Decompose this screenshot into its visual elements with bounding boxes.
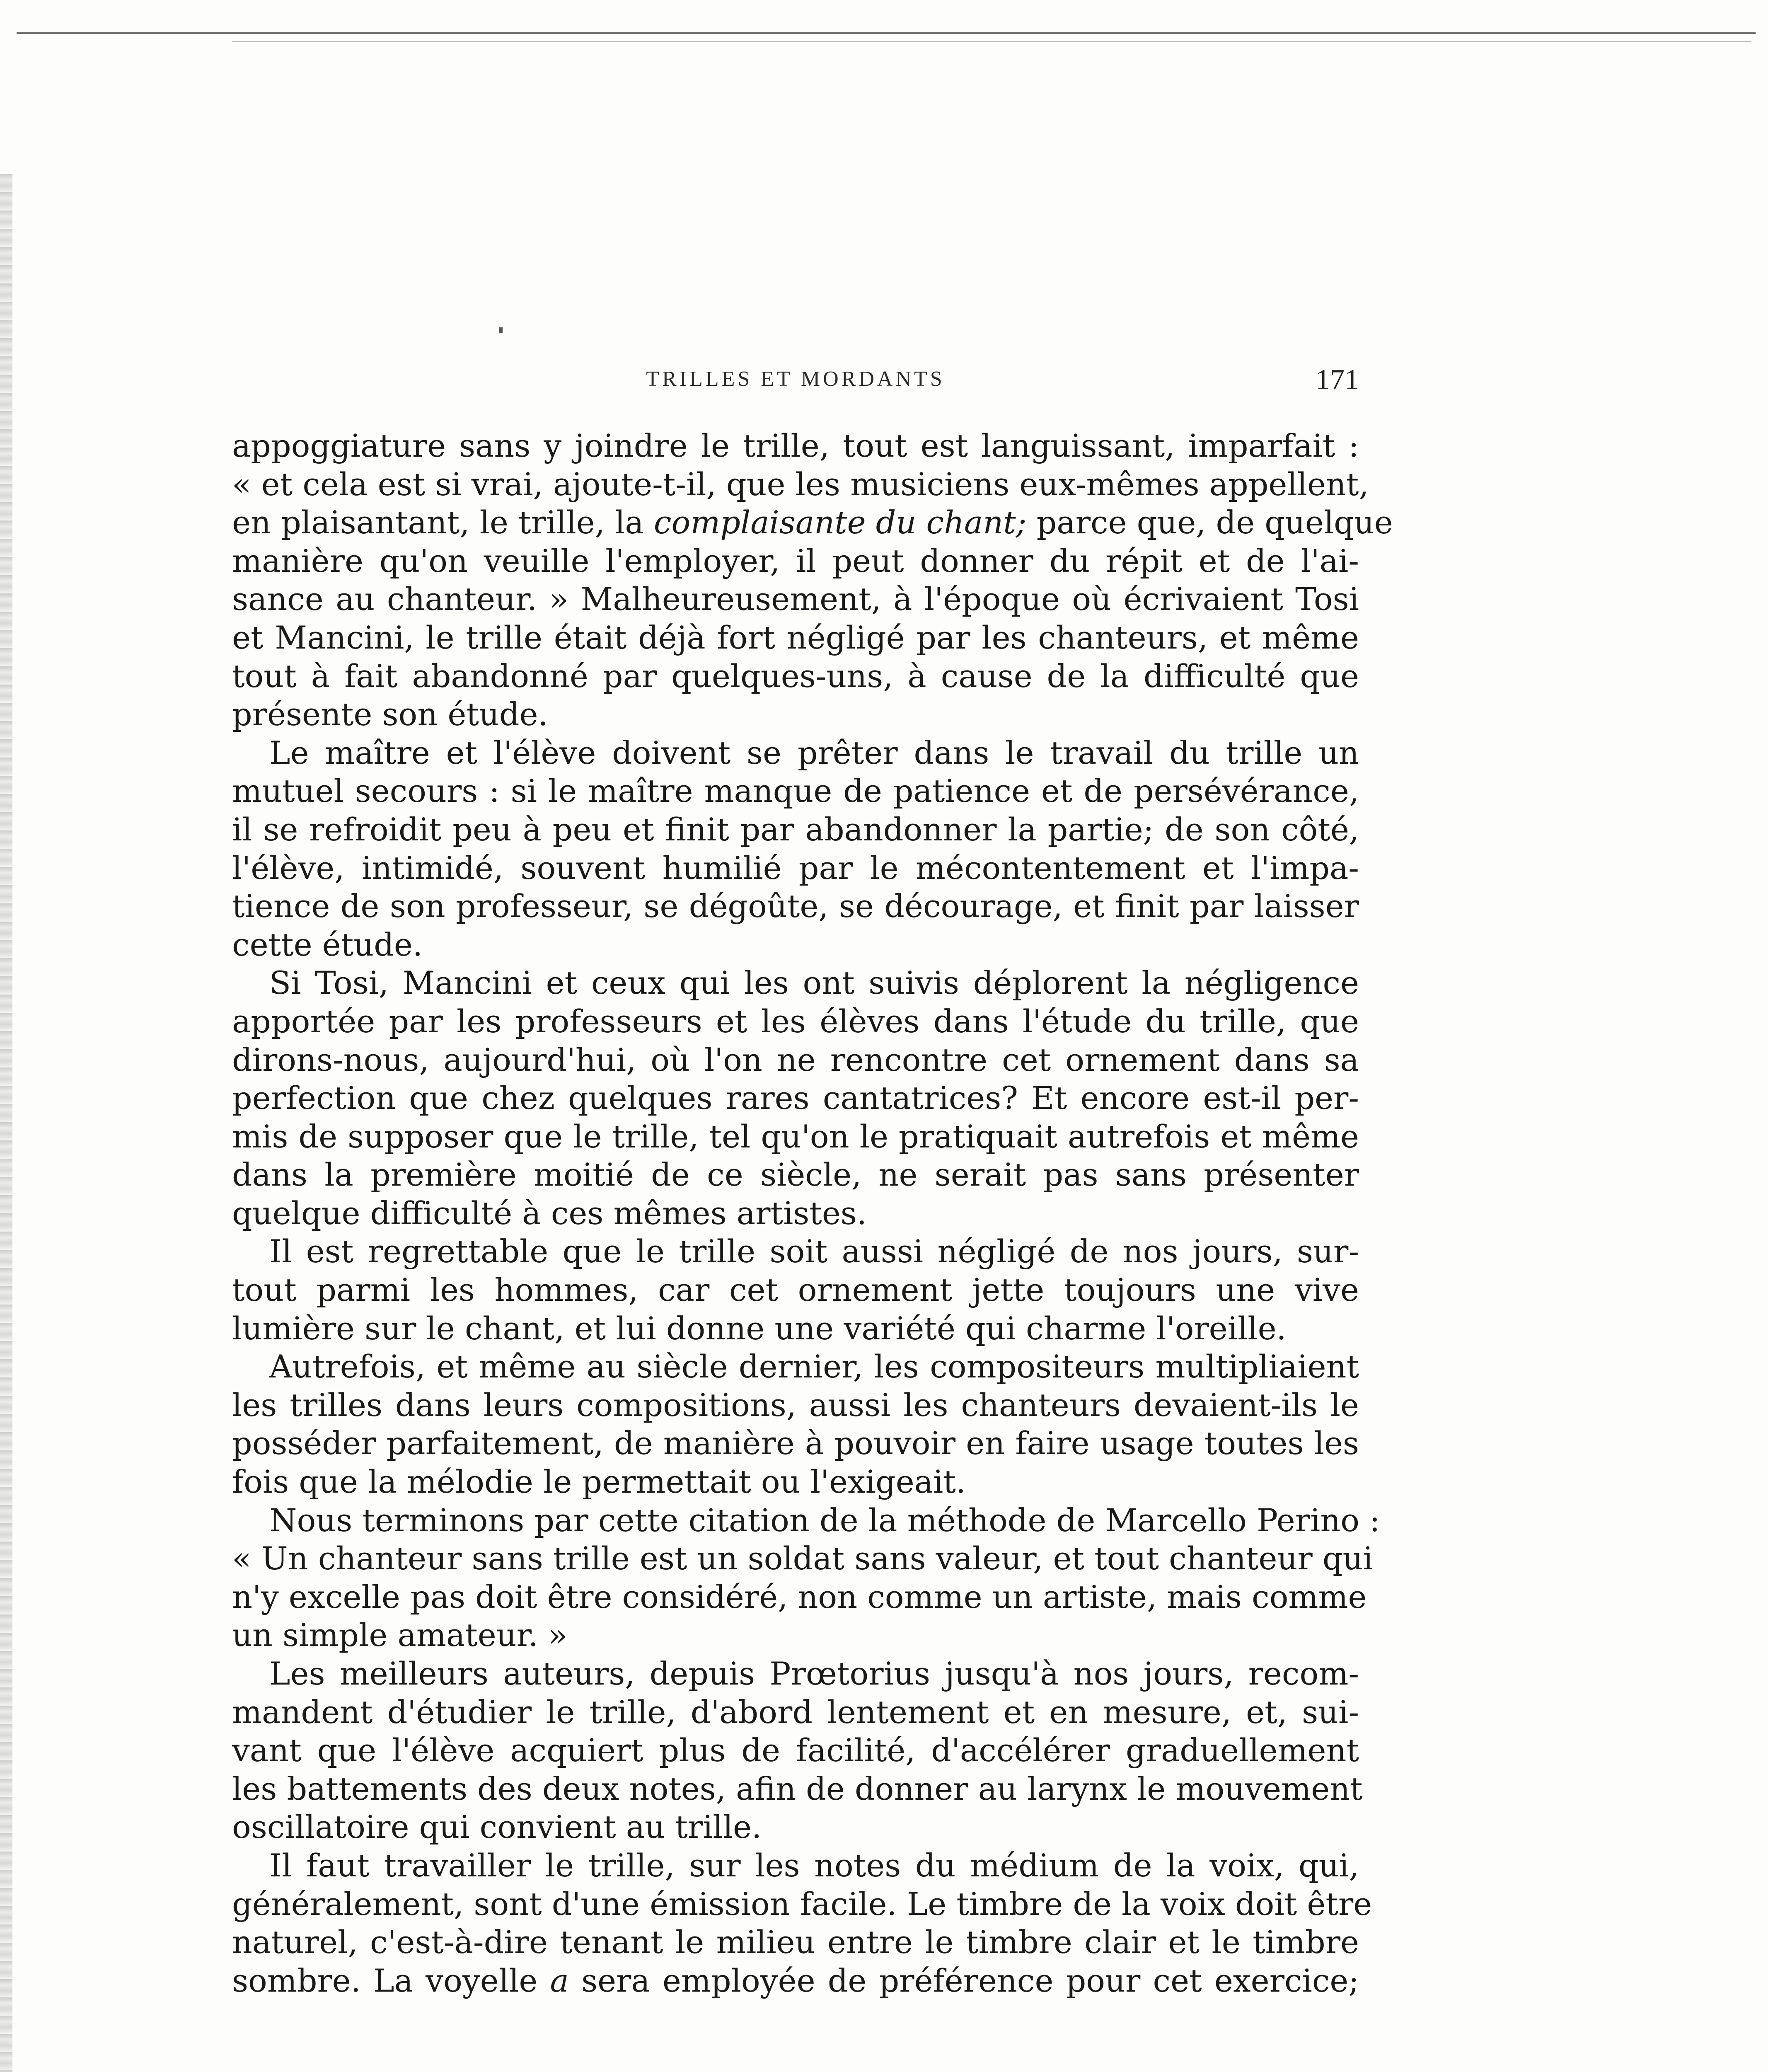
text-line: Il faut travailler le trille, sur les notes du médium de la voix, qui, (269, 1847, 1359, 1884)
text-line: « Un chanteur sans trille est un soldat sans valeur, et tout chanteur qui (232, 1540, 1373, 1577)
text-line: oscillatoire qui convient au trille. (232, 1808, 762, 1846)
page-number: 171 (1316, 364, 1359, 396)
text-line (232, 1962, 1359, 2000)
text-line: dans la première moitié de ce siècle, ne serait pas sans présenter (232, 1156, 1359, 1193)
text-line: généralement, sont d'une émission facile. Le timbre de la voix doit être (232, 1885, 1372, 1922)
text-line: mutuel secours : si le maître manque de patience et de persévérance, (232, 772, 1359, 810)
text-line: dirons-nous, aujourd'hui, où l'on ne rencontre cet ornement dans sa (232, 1041, 1359, 1078)
text-line: naturel, c'est-à-dire tenant le milieu entre le timbre clair et le timbre (232, 1924, 1359, 1961)
scan-left-edge (0, 174, 12, 2072)
paragraph (232, 734, 1359, 964)
text-line: les battements des deux notes, afin de donner au larynx le mouvement (232, 1770, 1363, 1807)
text-line: cette étude. (232, 926, 423, 963)
text-segment: en plaisantant, le trille, la (232, 504, 654, 541)
running-title: TRILLES ET MORDANTS (646, 367, 945, 391)
text-line: Si Tosi, Mancini et ceux qui les ont suivis déplorent la négligence (269, 964, 1359, 1002)
text-line: Le maître et l'élève doivent se prêter dans le travail du trille un (269, 734, 1359, 771)
text-line: tout à fait abandonné par quelques-uns, à cause de la difficulté que (232, 657, 1359, 695)
text-line: les trilles dans leurs compositions, aussi les chanteurs devaient-ils le (232, 1386, 1359, 1423)
italic-text: a (550, 1962, 569, 1999)
text-line (232, 503, 1393, 542)
text-line: vant que l'élève acquiert plus de facilité, d'accélérer graduellement (232, 1732, 1359, 1769)
text-line: posséder parfaitement, de manière à pouvoir en faire usage toutes les (232, 1425, 1359, 1462)
text-line: Nous terminons par cette citation de la méthode de Marcello Perino : (269, 1501, 1380, 1539)
text-line: tout parmi les hommes, car cet ornement jette toujours une vive (232, 1271, 1359, 1309)
text-segment: sombre. La voyelle (232, 1962, 550, 1999)
text-line: n'y excelle pas doit être considéré, non comme un artiste, mais comme (232, 1578, 1367, 1615)
running-head (232, 364, 1359, 400)
text-line: un simple amateur. » (232, 1617, 568, 1654)
text-line: quelque difficulté à ces mêmes artistes. (232, 1194, 867, 1232)
scan-top-rule (17, 32, 1756, 34)
text-line: Il est regrettable que le trille soit aussi négligé de nos jours, sur- (269, 1233, 1359, 1270)
paragraph (232, 1501, 1380, 1655)
text-segment: sera employée de préférence pour cet exercice; (568, 1962, 1359, 1999)
text-line: perfection que chez quelques rares cantatrices? Et encore est-il per- (232, 1080, 1359, 1117)
paragraph (232, 427, 1393, 734)
text-line: présente son étude. (232, 696, 548, 733)
paragraph (232, 1232, 1359, 1348)
text-line: tience de son professeur, se dégoûte, se décourage, et finit par laisser (232, 888, 1359, 925)
text-line: l'élève, intimidé, souvent humilié par le mécontentement et l'impa- (232, 849, 1359, 886)
ink-mark (499, 327, 503, 333)
text-line: apportée par les professeurs et les élèves dans l'étude du trille, que (232, 1002, 1359, 1040)
text-segment: parce que, de quelque (1026, 504, 1393, 541)
text-line: et Mancini, le trille était déjà fort négligé par les chanteurs, et même (232, 619, 1359, 656)
text-line: Autrefois, et même au siècle dernier, les compositeurs multipliaient (269, 1348, 1359, 1385)
text-line: manière qu'on veuille l'employer, il peut donner du répit et de l'ai- (232, 542, 1359, 579)
paragraph (232, 1847, 1372, 2000)
text-line: il se refroidit peu à peu et finit par abandonner la partie; de son côté, (232, 811, 1359, 848)
paragraph (232, 1348, 1359, 1501)
body-text (232, 427, 1393, 2000)
text-line: lumière sur le chant, et lui donne une variété qui charme l'oreille. (232, 1310, 1287, 1347)
text-line: « et cela est si vrai, ajoute-t-il, que les musiciens eux-mêmes appellent, (232, 465, 1369, 503)
text-line: appoggiature sans y joindre le trille, tout est languissant, imparfait : (232, 427, 1359, 464)
italic-text: complaisante du chant; (653, 504, 1027, 541)
text-line: mis de supposer que le trille, tel qu'on le pratiquait autrefois et même (232, 1118, 1359, 1155)
text-line: Les meilleurs auteurs, depuis Prœtorius jusqu'à nos jours, recom- (269, 1655, 1359, 1692)
paragraph (232, 1655, 1363, 1847)
text-line: sance au chanteur. » Malheureusement, à l'époque où écrivaient Tosi (232, 581, 1359, 618)
text-line: mandent d'étudier le trille, d'abord lentement et en mesure, et, sui- (232, 1693, 1359, 1731)
scan-top-rule-thin (232, 41, 1751, 42)
paragraph (232, 964, 1359, 1232)
text-line: fois que la mélodie le permettait ou l'exigeait. (232, 1463, 966, 1501)
